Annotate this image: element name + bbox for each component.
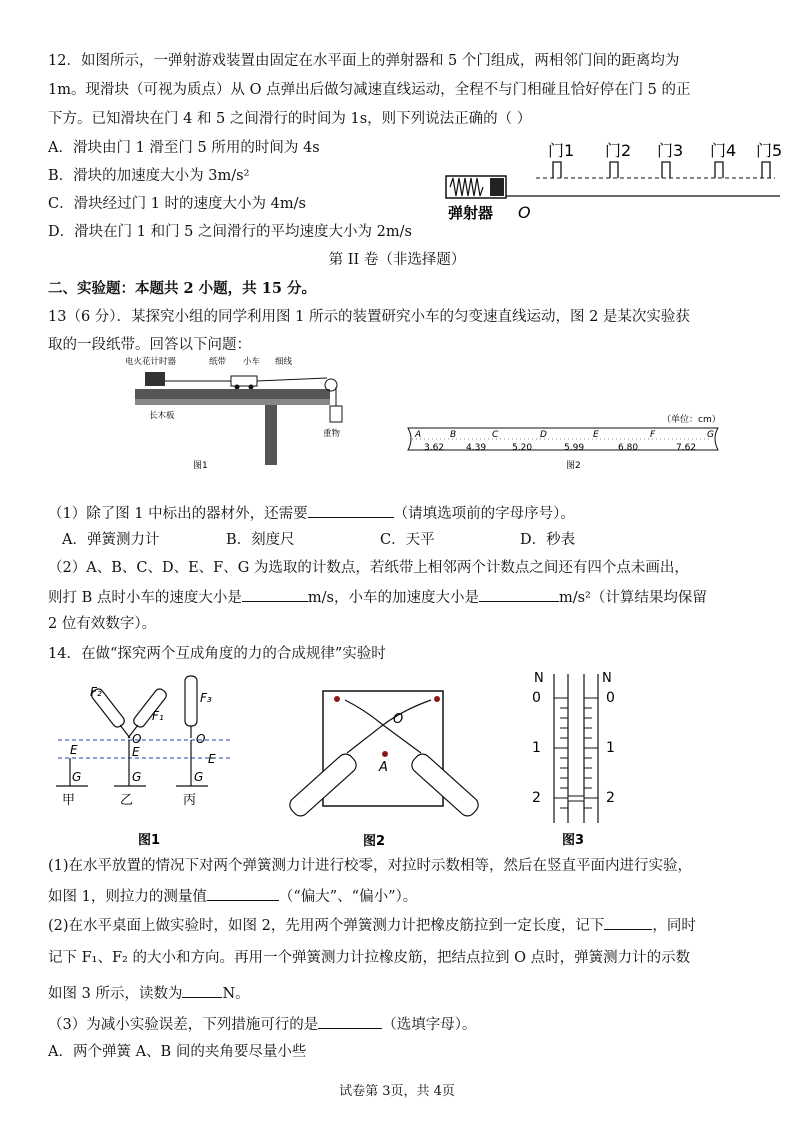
tape-label: 纸带: [209, 357, 227, 367]
string-label: 细线: [275, 357, 293, 367]
spring-icon: [450, 178, 483, 196]
pin-left: [334, 696, 340, 702]
gate-3-label: 门3: [657, 141, 684, 160]
tape-dist-fg: 7.62: [676, 443, 697, 453]
scale-right-icon: [409, 751, 482, 819]
tape-point-a: A: [415, 430, 422, 440]
q13-part-2-line-1: （2）A、B、C、D、E、F、G 为选取的计数点，若纸带上相邻两个计数点之间还有四个点未画出，: [48, 560, 689, 576]
q14-part-1-line-1: (1)在水平放置的情况下对两个弹簧测力计进行校零，对拉时示数相等，然后在竖直平面内进行实验，: [48, 858, 693, 874]
label-f3: F₃: [200, 691, 212, 705]
q13-option-b: B．刻度尺: [226, 532, 295, 548]
rubber-band: [345, 700, 431, 725]
tape-point-f: F: [650, 430, 656, 440]
gate-5-label: 门5: [756, 141, 783, 160]
tick-0-left: 0: [532, 690, 541, 706]
q12-line-2: 1m。现滑块（可视为质点）从 O 点弹出后做匀减速直线运动，全程不与门相碰且恰好停在门 5 的正: [48, 82, 691, 98]
q13-fig2-caption: 图2: [566, 461, 581, 471]
pointer-indicator: [568, 796, 584, 801]
sub-yi: 乙: [120, 793, 134, 808]
tape-dist-de: 5.99: [564, 443, 585, 453]
q13-line-1: 13（6 分）．某探究小组的同学利用图 1 所示的装置研究小车的匀变速直线运动，图 2 是某次实验获: [48, 309, 690, 325]
unit-right: N: [602, 671, 612, 686]
gate-1-shape: [553, 162, 561, 178]
label-o: O: [393, 712, 404, 727]
tape-point-b: B: [450, 430, 457, 440]
label-g-yi: G: [132, 770, 142, 784]
scale-f3: [185, 676, 197, 726]
weight-icon: [330, 406, 342, 422]
label-o-yi: O: [132, 732, 142, 746]
gate-2-shape: [610, 162, 618, 178]
gate-1-label: 门1: [548, 141, 575, 160]
gate-4-label: 门4: [710, 141, 737, 160]
label-g-bing: G: [194, 770, 204, 784]
q14-fig3-caption: 图3: [562, 833, 585, 848]
q13-option-d: D．秒表: [520, 532, 576, 548]
tick-2-left: 2: [532, 790, 541, 806]
label-e-jia: E: [70, 743, 78, 757]
q13-blank-1[interactable]: [308, 503, 394, 518]
gate-5-shape: [762, 162, 770, 178]
q13-option-a: A．弹簧测力计: [62, 532, 160, 548]
timer-label: 电火花计时器: [125, 357, 177, 367]
label-g-jia: G: [72, 770, 82, 784]
pin-right: [434, 696, 440, 702]
launcher-label: 弹射器: [448, 204, 494, 222]
q14-blank-2[interactable]: [604, 915, 652, 930]
weight-label: 重物: [323, 429, 341, 439]
tape-point-d: D: [540, 430, 547, 440]
cart-label: 小车: [243, 357, 261, 367]
tape-point-e: E: [593, 430, 599, 440]
q14-fig2-caption: 图2: [363, 834, 386, 849]
point-o-label: O: [518, 203, 531, 222]
q14-part-2-line-3: 如图 3 所示，读数为 N。: [48, 983, 250, 1003]
board-label: 长木板: [149, 411, 175, 421]
q13-part-1: （1）除了图 1 中标出的器材外，还需要 （请填选项前的字母序号）。: [48, 503, 575, 523]
q12-option-a: A．滑块由门 1 滑至门 5 所用的时间为 4s: [48, 140, 320, 156]
gate-3-shape: [662, 162, 670, 178]
q14-part-1-line-2: 如图 1，则拉力的测量值 （“偏大”、“偏小”）。: [48, 886, 417, 906]
q14-part-3-option-a: A．两个弹簧 A、B 间的夹角要尽量小些: [48, 1044, 307, 1060]
label-e-bing: E: [208, 752, 216, 766]
q14-blank-3[interactable]: [182, 983, 222, 998]
tick-0-right: 0: [606, 690, 615, 706]
sub-bing: 丙: [183, 793, 197, 808]
pulley-icon: [325, 379, 337, 391]
q13-blank-3[interactable]: [479, 587, 559, 602]
q14-figure-1: [52, 668, 242, 848]
tick-1-right: 1: [606, 740, 615, 756]
q13-line-2: 取的一段纸带。回答以下问题：: [48, 337, 251, 353]
q12-option-b: B．滑块的加速度大小为 3m/s²: [48, 168, 250, 184]
q14-fig1-caption: 图1: [138, 833, 161, 848]
string-line: [257, 378, 327, 381]
tick-1-left: 1: [532, 740, 541, 756]
tick-2-right: 2: [606, 790, 615, 806]
board-rect: [323, 691, 443, 806]
gate-4-shape: [715, 162, 723, 178]
tape-dist-ab: 3.62: [424, 443, 445, 453]
q14-title: 14．在做“探究两个互成角度的力的合成规律”实验时: [48, 646, 386, 662]
q14-part-3-line-1: （3）为减小实验误差，下列措施可行的是 （选填字母）。: [48, 1014, 476, 1034]
q13-figure-2: [400, 410, 730, 472]
q12-option-d: D．滑块在门 1 和门 5 之间滑行的平均速度大小为 2m/s: [48, 224, 412, 240]
q13-part-2-line-2: 则打 B 点时小车的速度大小是 m/s，小车的加速度大小是 m/s²（计算结果均保留: [48, 587, 707, 607]
tape-dist-cd: 5.20: [512, 443, 533, 453]
q14-blank-1[interactable]: [207, 886, 279, 901]
q14-figure-3: [518, 668, 638, 850]
q14-figure-2: [285, 685, 485, 850]
q14-part-2-line-2: 记下 F₁、F₂ 的大小和方向。再用一个弹簧测力计拉橡皮筋，把结点拉到 O 点时，弹簧测力计的示数: [48, 950, 691, 966]
pin-a: [382, 751, 388, 757]
q12-option-c: C．滑块经过门 1 时的速度大小为 4m/s: [48, 196, 306, 212]
section-heading: 二、实验题：本题共 2 小题，共 15 分。: [48, 280, 316, 297]
long-board: [135, 389, 330, 399]
q13-fig1-caption: 图1: [193, 461, 208, 471]
spark-timer-icon: [145, 372, 165, 386]
label-a: A: [379, 760, 388, 775]
label-f2: F₂: [90, 685, 102, 699]
tape-dist-bc: 4.39: [466, 443, 487, 453]
q12-line-1: 12．如图所示，一弹射游戏装置由固定在水平面上的弹射器和 5 个门组成，两相邻门间的距离均为: [48, 53, 680, 69]
q12-line-3: 下方。已知滑块在门 4 和 5 之间滑行的时间为 1s，则下列说法正确的（ ）: [48, 111, 532, 127]
table-leg: [265, 405, 277, 465]
sub-jia: 甲: [62, 793, 76, 808]
label-o-bing: O: [196, 732, 206, 746]
tape-point-g: G: [707, 430, 714, 440]
slider-block: [490, 178, 504, 196]
tape-unit-label: （单位：cm）: [662, 415, 721, 425]
q13-option-c: C．天平: [380, 532, 435, 548]
q13-part-2-line-3: 2 位有效数字）。: [48, 616, 157, 632]
page-footer: 试卷第 3页，共 4页: [339, 1084, 455, 1099]
cart-icon: [231, 376, 257, 386]
q14-part-2-line-1: (2)在水平桌面上做实验时，如图 2，先用两个弹簧测力计把橡皮筋拉到一定长度，记下 ，同时: [48, 915, 696, 935]
unit-left: N: [534, 671, 544, 686]
q13-blank-2[interactable]: [242, 587, 308, 602]
volume-title: 第 II 卷（非选择题）: [328, 252, 466, 268]
q14-blank-4[interactable]: [318, 1014, 382, 1029]
label-f1: F₁: [152, 709, 164, 723]
q12-gate-figure: [440, 138, 785, 230]
label-e-yi: E: [132, 745, 140, 759]
tape-dist-ef: 6.80: [618, 443, 639, 453]
tape-point-c: C: [492, 430, 499, 440]
q13-figure-1: [125, 354, 370, 474]
gate-2-label: 门2: [605, 141, 632, 160]
